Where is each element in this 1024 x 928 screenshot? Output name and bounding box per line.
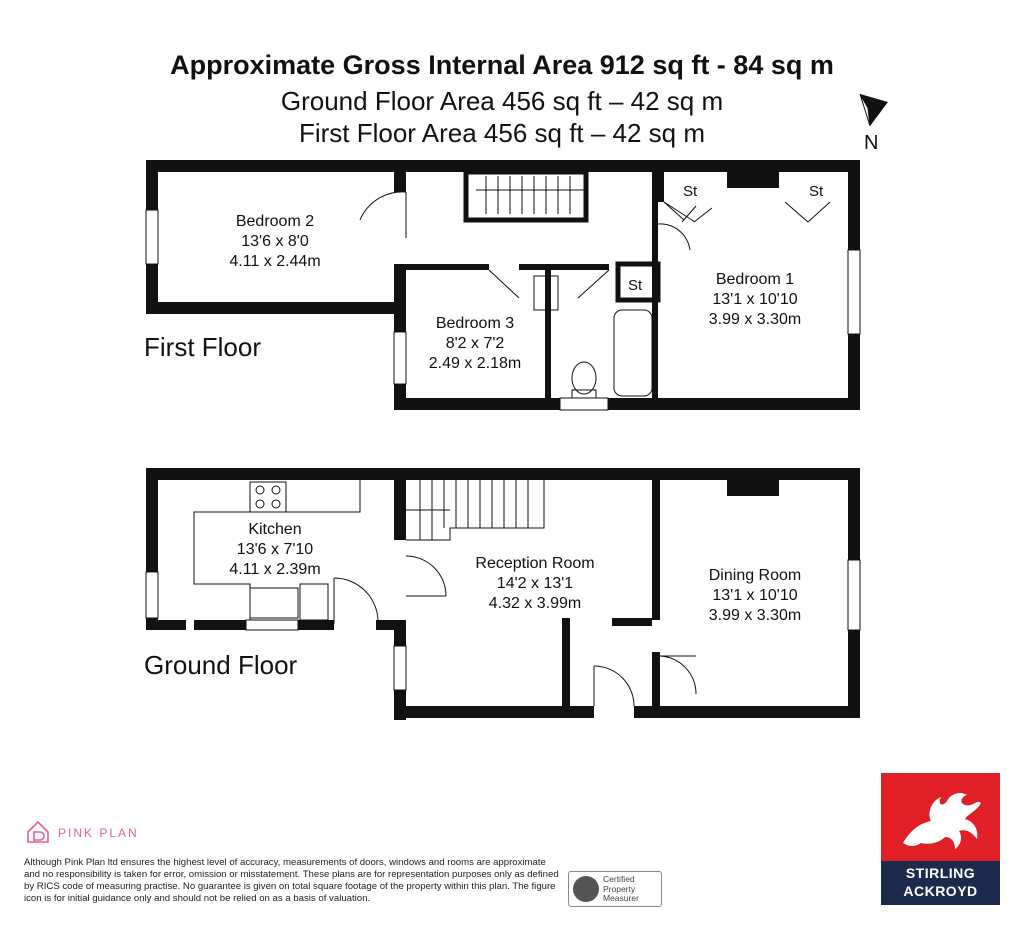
ground-floor-label: Ground Floor — [144, 650, 298, 680]
room-name: Bedroom 3 — [435, 315, 515, 332]
stirling-ackroyd-logo — [881, 773, 1000, 905]
room-name: Bedroom 1 — [715, 271, 795, 288]
room-dining-room — [680, 566, 830, 626]
rics-line: Measurer — [603, 893, 639, 903]
agent-name-line2: ACKROYD — [903, 883, 978, 899]
bathroom-fixtures — [534, 276, 652, 398]
agent-name-line1: STIRLING — [905, 865, 976, 881]
room-metric: 3.99 x 3.30m — [708, 311, 802, 328]
room-reception-room — [455, 554, 615, 614]
first-floor-label: First Floor — [144, 332, 261, 362]
rics-badge — [568, 871, 662, 907]
room-name: Reception Room — [475, 555, 595, 572]
room-metric: 4.32 x 3.99m — [488, 595, 582, 612]
room-bedroom-3 — [400, 314, 550, 374]
room-imperial: 8'2 x 7'2 — [445, 335, 505, 352]
room-metric: 4.11 x 2.44m — [229, 253, 321, 270]
rics-caption — [603, 875, 639, 904]
room-metric: 2.49 x 2.18m — [428, 355, 522, 372]
ground-floor-stairs — [406, 480, 544, 540]
storage-label: St — [628, 277, 643, 294]
first-floor-stairs — [476, 176, 586, 214]
storage-label: St — [809, 183, 824, 200]
room-bedroom-2 — [200, 212, 350, 272]
room-name: Kitchen — [248, 521, 302, 538]
room-name: Bedroom 2 — [235, 213, 315, 230]
rics-logo-icon — [573, 876, 599, 902]
room-imperial: 13'6 x 8'0 — [241, 233, 309, 250]
rics-line: Certified — [603, 874, 635, 884]
ground-floor-area: Ground Floor Area 456 sq ft – 42 sq m — [280, 86, 724, 116]
north-label: N — [864, 132, 879, 154]
room-kitchen — [200, 520, 350, 580]
rics-line: Property — [603, 883, 636, 894]
room-imperial: 14'2 x 13'1 — [496, 575, 574, 592]
room-imperial: 13'1 x 10'10 — [712, 587, 798, 604]
storage-label: St — [683, 183, 698, 200]
disclaimer-text: Although Pink Plan ltd ensures the highest level of accuracy, measurements of doors, windows and rooms are approximate and no responsibility is taken for error, omission or misstatement. These plans are for representation purposes only as defined by RICS code of measuring practise. No guarantee is given on total square footage of the property within this plan. The figure icon is for initial guidance only and should not be relied on as a basis of valuation. — [24, 857, 559, 904]
first-floor-area: First Floor Area 456 sq ft – 42 sq m — [298, 118, 706, 148]
pink-plan-brand: PINK PLAN — [58, 826, 139, 840]
gross-area-title: Approximate Gross Internal Area 912 sq ft - 84 sq m — [170, 50, 834, 80]
room-imperial: 13'6 x 7'10 — [236, 541, 314, 558]
room-metric: 4.11 x 2.39m — [229, 561, 321, 578]
room-imperial: 13'1 x 10'10 — [712, 291, 798, 308]
room-metric: 3.99 x 3.30m — [708, 607, 802, 624]
pink-plan-logo-icon — [24, 818, 52, 846]
griffin-logo-icon — [881, 773, 1000, 861]
room-name: Dining Room — [708, 567, 802, 584]
room-bedroom-1 — [680, 270, 830, 330]
